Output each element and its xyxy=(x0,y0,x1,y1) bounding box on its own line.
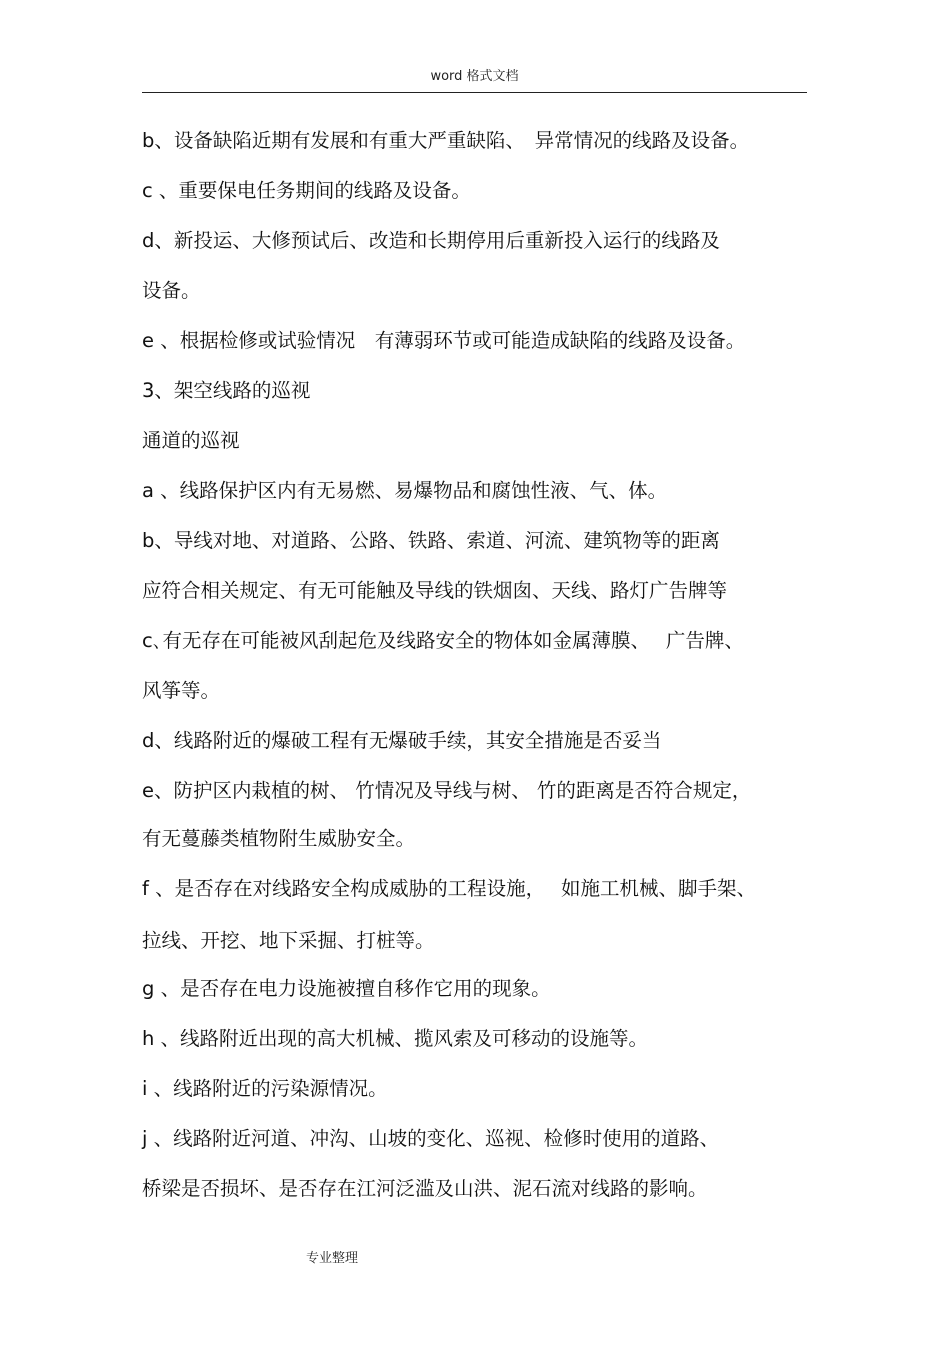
text-line: 桥梁是否损坏、是否存在江河泛滥及山洪、泥石流对线路的影响。 xyxy=(142,1177,708,1200)
text-line: h 、线路附近出现的高大机械、揽风索及可移动的设施等。 xyxy=(142,1027,649,1050)
text-line: i 、线路附近的污染源情况。 xyxy=(142,1077,388,1100)
text-line: 拉线、开挖、地下采掘、打桩等。 xyxy=(142,929,435,952)
text-line: e、防护区内栽植的树、 竹情况及导线与树、 竹的距离是否符合规定， xyxy=(142,779,752,802)
text-line: e 、根据检修或试验情况 有薄弱环节或可能造成缺陷的线路及设备。 xyxy=(142,329,746,352)
text-line: 设备。 xyxy=(142,279,201,302)
page-footer: 专业整理 xyxy=(306,1251,359,1266)
text-line: j 、线路附近河道、冲沟、山坡的变化、巡视、检修时使用的道路、 xyxy=(142,1127,720,1150)
text-line: a 、线路保护区内有无易燃、易爆物品和腐蚀性液、气、体。 xyxy=(142,479,668,502)
page-header: word 格式文档 xyxy=(142,66,807,93)
text-line: c､有无存在可能被风刮起危及线路安全的物体如金属薄膜、 广告牌、 xyxy=(142,629,744,652)
text-line: b、设备缺陷近期有发展和有重大严重缺陷、 异常情况的线路及设备。 xyxy=(142,129,750,152)
text-line: b、导线对地、对道路、公路、铁路、索道、河流、建筑物等的距离 xyxy=(142,529,720,552)
subsection-heading: 通道的巡视 xyxy=(142,429,240,452)
text-line: 有无蔓藤类植物附生威胁安全。 xyxy=(142,827,416,850)
section-heading: 3、架空线路的巡视 xyxy=(142,379,311,402)
text-line: d、新投运、大修预试后、改造和长期停用后重新投入运行的线路及 xyxy=(142,229,720,252)
text-line: g 、是否存在电力设施被擅自移作它用的现象。 xyxy=(142,977,551,1000)
text-line: d、线路附近的爆破工程有无爆破手续，其安全措施是否妥当 xyxy=(142,729,662,752)
text-line: c 、重要保电任务期间的线路及设备。 xyxy=(142,179,471,202)
text-line: 风筝等。 xyxy=(142,679,221,702)
text-line: f 、是否存在对线路安全构成威胁的工程设施， 如施工机械、脚手架、 xyxy=(142,877,757,900)
text-line: 应符合相关规定、有无可能触及导线的铁烟囱、天线、路灯广告牌等 xyxy=(142,579,728,602)
